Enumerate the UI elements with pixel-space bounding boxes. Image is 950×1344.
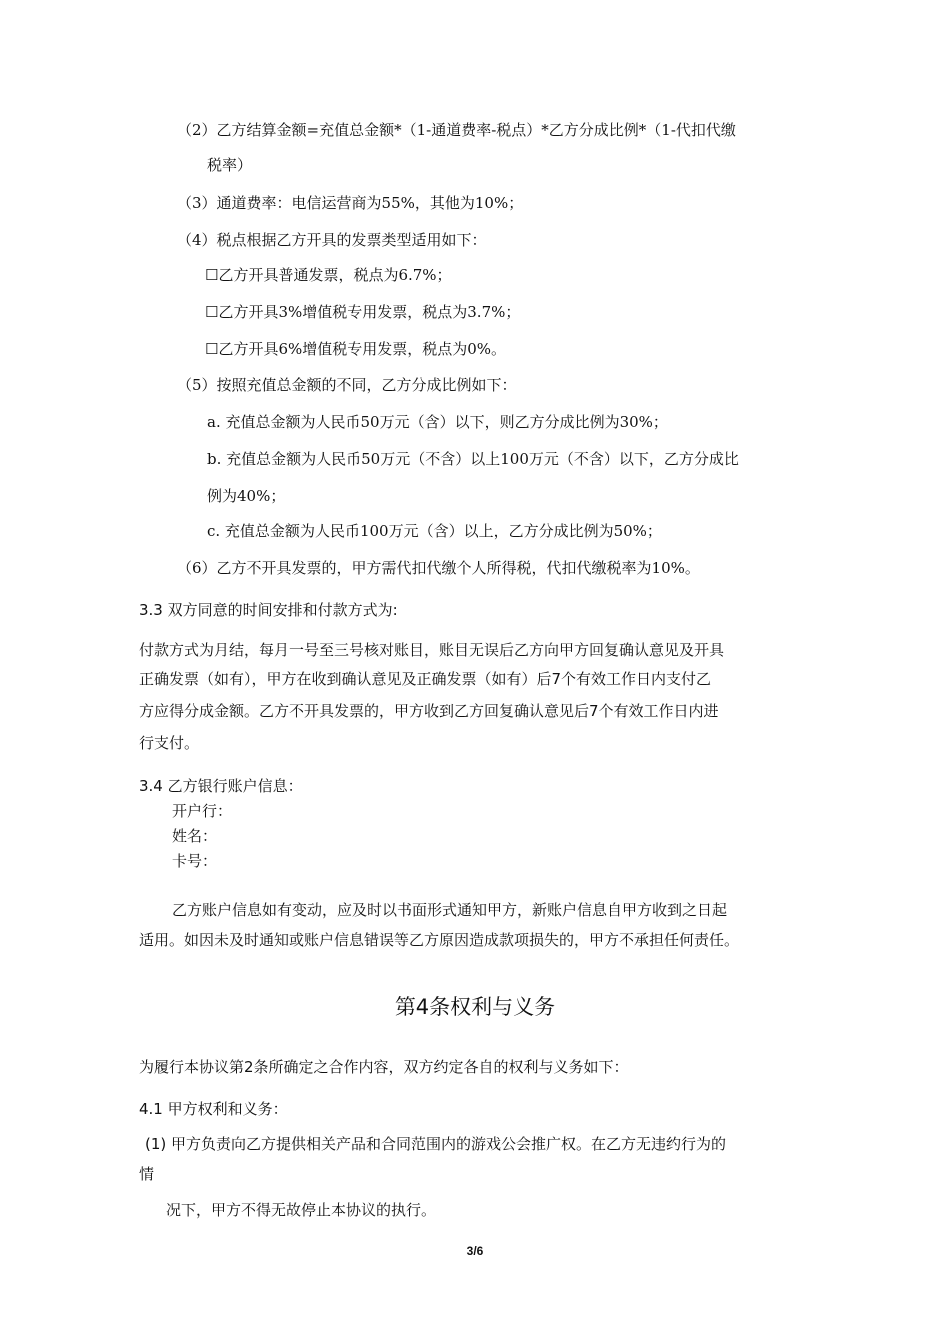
tier-a: a. 充值总金额为人民币50万元（含）以下，则乙方分成比例为30%； (207, 413, 668, 431)
item-3: （3）通道费率：电信运营商为55%，其他为10%； (177, 194, 524, 212)
invoice-option-label: 乙方开具普通发票，税点为6.7%； (218, 266, 452, 284)
clause-3-3-body-line: 行支付。 (139, 734, 200, 752)
tier-b-line-1: b. 充值总金额为人民币50万元（不含）以上100万元（不含）以下，乙方分成比 (207, 450, 739, 468)
page-number: 3/6 (466, 1244, 484, 1258)
clause-4-1-title: 4.1 甲方权利和义务： (139, 1100, 288, 1118)
clause-4-1-item-1-line-2: 情 (139, 1165, 155, 1183)
checkbox-icon: ☐ (205, 340, 219, 358)
clause-3-3-body-line: 方应得分成金额。乙方不开具发票的，甲方收到乙方回复确认意见后7个有效工作日内进 (139, 702, 719, 720)
clause-4-1-item-1-line-3: 况下，甲方不得无故停止本协议的执行。 (166, 1201, 437, 1219)
clause-3-4-title: 3.4 乙方银行账户信息： (139, 777, 303, 795)
tier-b-line-2: 例为40%； (207, 487, 286, 505)
clause-3-3-body-line: 正确发票（如有），甲方在收到确认意见及正确发票（如有）后7个有效工作日内支付乙 (139, 670, 712, 688)
account-notice-line: 适用。如因未及时通知或账户信息错误等乙方原因造成款项损失的，甲方不承担任何责任。 (139, 931, 740, 949)
clause-4-1-item-1-line-1: (1) 甲方负责向乙方提供相关产品和合同范围内的游戏公会推广权。在乙方无违约行为的 (145, 1135, 727, 1153)
section-4-intro: 为履行本协议第2条所确定之合作内容，双方约定各自的权利与义务如下： (139, 1058, 629, 1076)
item-4: （4）税点根据乙方开具的发票类型适用如下： (177, 231, 487, 249)
clause-3-3-body-line: 付款方式为月结，每月一号至三号核对账目，账目无误后乙方向甲方回复确认意见及开具 (139, 641, 725, 659)
bank-field-branch: 开户行： (172, 802, 233, 820)
item-2-line-2: 税率） (207, 156, 253, 174)
tier-c: c. 充值总金额为人民币100万元（含）以上，乙方分成比例为50%； (207, 522, 662, 540)
item-5: （5）按照充值总金额的不同，乙方分成比例如下： (177, 376, 517, 394)
invoice-option-label: 乙方开具3%增值税专用发票，税点为3.7%； (218, 303, 521, 321)
item-6: （6）乙方不开具发票的，甲方需代扣代缴个人所得税，代扣代缴税率为10%。 (177, 559, 700, 577)
bank-field-card: 卡号： (172, 852, 218, 870)
invoice-option (205, 339, 506, 359)
item-2-line-1: （2）乙方结算金额=充值总金额*（1-通道费率-税点）*乙方分成比例*（1-代扣代缴 (177, 121, 736, 139)
checkbox-icon: ☐ (205, 266, 219, 284)
account-notice-line: 乙方账户信息如有变动，应及时以书面形式通知甲方，新账户信息自甲方收到之日起 (172, 901, 728, 919)
bank-field-name: 姓名： (172, 827, 218, 845)
clause-3-3-title: 3.3 双方同意的时间安排和付款方式为: (139, 601, 398, 619)
invoice-option (205, 302, 520, 322)
invoice-option-label: 乙方开具6%增值税专用发票，税点为0%。 (218, 340, 507, 358)
invoice-option (205, 265, 452, 285)
section-4-heading: 第4条权利与义务 (394, 995, 556, 1019)
checkbox-icon: ☐ (205, 303, 219, 321)
